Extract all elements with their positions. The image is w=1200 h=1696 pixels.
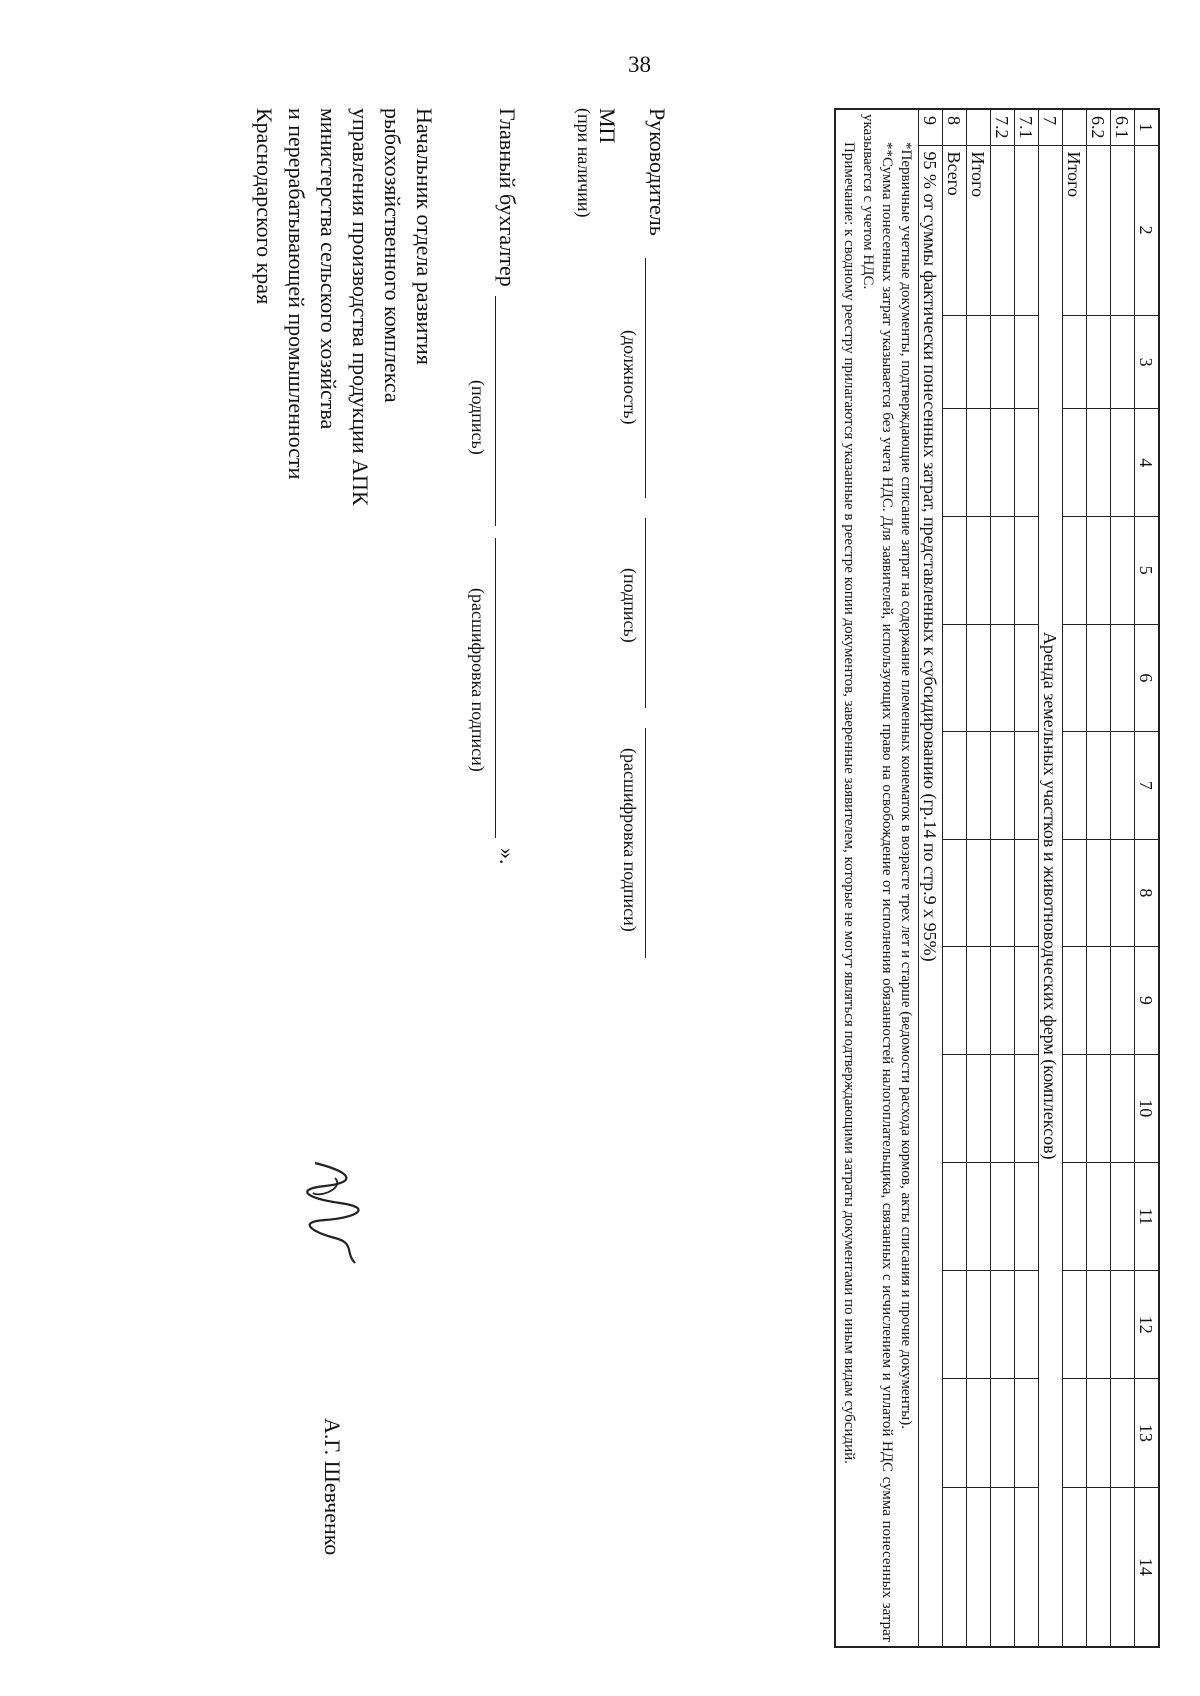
footer-line: и перерабатывающей промышленности — [284, 108, 309, 480]
table-row — [991, 109, 1015, 1647]
row-number — [967, 109, 991, 145]
page-number: 38 — [628, 52, 651, 77]
footer-line: министерства сельского хозяйства — [316, 108, 341, 430]
notes-row — [835, 109, 919, 1647]
head-label: Руководитель — [645, 108, 670, 236]
decode-line — [645, 728, 646, 958]
header-cell: 2 — [1135, 145, 1160, 315]
accountant-decode-caption: (расшифровка подписи) — [468, 588, 488, 772]
header-cell: 9 — [1135, 947, 1160, 1055]
row-name — [1015, 145, 1039, 315]
row-number — [1063, 109, 1087, 145]
note-remark: Примечание: к сводному реестру прилагаются указанные в реестре копии документов, заверенные заявителем, которые не могут являться подтверждающими затраты документами по иным видам субсидий. — [841, 142, 857, 1464]
seal-note: (при наличии) — [574, 108, 594, 218]
header-cell: 13 — [1135, 1379, 1160, 1487]
row-name: Итого — [967, 145, 991, 315]
header-cell: 1 — [1135, 109, 1160, 145]
accountant-label: Главный бухгалтер — [495, 108, 520, 287]
header-cell: 6 — [1135, 624, 1160, 732]
table-row — [943, 109, 967, 1647]
row-number: 7.2 — [991, 109, 1015, 145]
header-cell: 14 — [1135, 1487, 1160, 1647]
header-cell: 3 — [1135, 315, 1160, 409]
signature-line — [645, 518, 646, 708]
header-cell: 7 — [1135, 732, 1160, 840]
closing-quote: ». — [495, 848, 520, 865]
row-number: 6.1 — [1111, 109, 1135, 145]
accountant-signature-caption: (подпись) — [468, 380, 488, 455]
row-name — [1111, 145, 1135, 315]
accountant-signature-line — [495, 296, 496, 526]
row-name: Итого — [1063, 145, 1087, 315]
table-notes — [835, 109, 919, 1647]
footer-line: Краснодарского края — [252, 108, 277, 305]
handwritten-signature — [295, 1158, 375, 1268]
decode-caption: (расшифровка подписи) — [620, 748, 640, 932]
signature-caption: (подпись) — [620, 568, 640, 643]
table-row — [1063, 109, 1087, 1647]
note-vat: **Сумма понесенных затрат указывается без учета НДС. Для заявителей, использующих право на освобождение от исполнения обязанностей налогоплательщика, связанных с исчислением и уплатой НДС сумма понесенных затрат указывается с учетом НДС. — [860, 114, 895, 1642]
table-row — [1111, 109, 1135, 1647]
header-cell: 4 — [1135, 409, 1160, 517]
header-cell: 8 — [1135, 839, 1160, 947]
footer-line: управления производства продукции АПК — [348, 108, 373, 506]
section-title: Аренда земельных участков и животноводческих ферм (комплексов) — [1039, 145, 1063, 1647]
footer-line: Начальник отдела развития — [412, 108, 437, 365]
table-row — [919, 109, 943, 1647]
header-cell: 5 — [1135, 517, 1160, 625]
row-name — [991, 145, 1015, 315]
signatory-name: А.Г. Шевченко — [320, 1418, 345, 1556]
row-number: 8 — [943, 109, 967, 145]
row-name — [1087, 145, 1111, 315]
header-cell: 10 — [1135, 1054, 1160, 1162]
table-header-row — [1135, 109, 1160, 1647]
note-primary-docs: *Первичные учетные документы, подтверждающие списание затрат на содержание племенных конематок в возрасте трех лет и старше (ведомости расхода кормов, акты списания и прочие документы). — [898, 142, 914, 1429]
seal-label: МП — [595, 108, 620, 144]
subsidy-row-text: 95 % от суммы фактически понесенных затрат, представленных к субсидированию (гр.14 по стр.9 х 95%) — [919, 145, 943, 1647]
row-number: 9 — [919, 109, 943, 145]
footer-position — [248, 108, 440, 506]
position-caption: (должность) — [620, 330, 640, 425]
subsidy-table — [834, 108, 1160, 1648]
row-name: Всего — [943, 145, 967, 315]
table-row — [1087, 109, 1111, 1647]
table-row — [1039, 109, 1063, 1647]
row-number: 7 — [1039, 109, 1063, 145]
footer-line: рыбохозяйственного комплекса — [380, 108, 405, 403]
rotated-page-content — [252, 108, 1160, 1648]
header-cell: 11 — [1135, 1162, 1160, 1270]
accountant-decode-line — [495, 538, 496, 838]
table-row — [1015, 109, 1039, 1647]
row-number: 6.2 — [1087, 109, 1111, 145]
row-number: 7.1 — [1015, 109, 1039, 145]
header-cell: 12 — [1135, 1271, 1160, 1379]
table-row — [967, 109, 991, 1647]
position-line — [645, 258, 646, 498]
